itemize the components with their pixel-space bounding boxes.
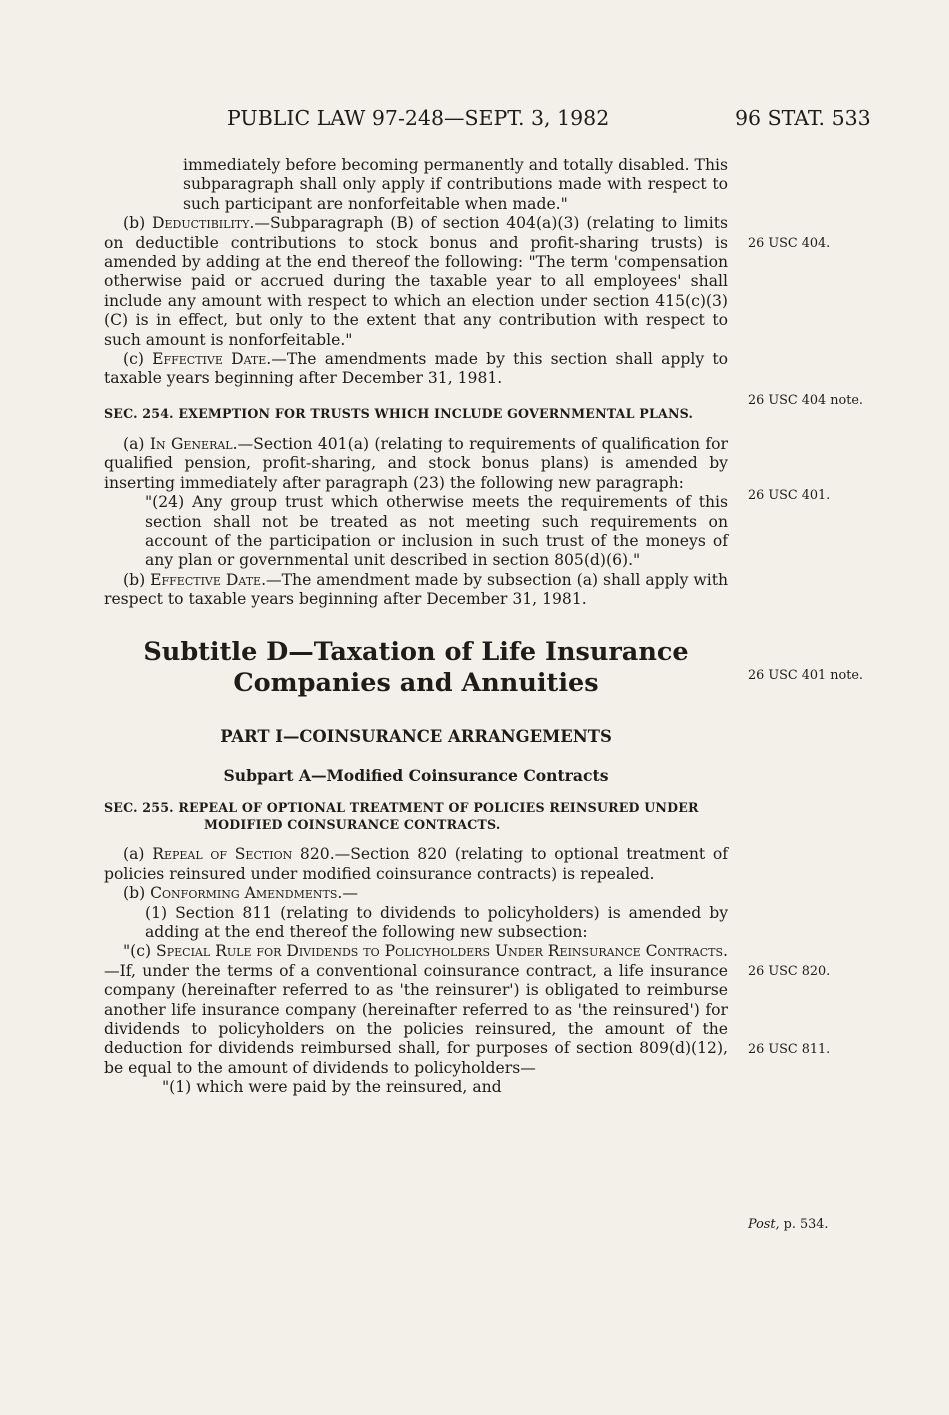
- paragraph-heading: Deductibility.: [151, 214, 255, 233]
- paragraph-b-deductibility: (b) Deductibility.—Subparagraph (B) of section 404(a)(3) (relating to limits on deductible contributions to stock bonus and profit-sharing trusts) is amended by adding at the end thereof the following: "The term 'compensation otherwise paid or accrued during the taxable year to all employees' shall include any amount with respect to which an election under section 415(c)(3)(C) is in effect, but only to the extent that any contribution with respect to such amount is nonforfeitable.": [104, 214, 728, 349]
- paragraph-a-repeal: (a) Repeal of Section 820.—Section 820 (relating to optional treatment of policies reinsured under modified coinsurance contracts) is repealed.: [104, 845, 729, 883]
- section-254-heading: SEC. 254. EXEMPTION FOR TRUSTS WHICH INCLUDE GOVERNMENTAL PLANS.: [104, 405, 694, 421]
- margin-note-usc-811: 26 USC 811.: [748, 1042, 831, 1057]
- paragraph-b-effective-date: (b) Effective Date.—The amendment made by subsection (a) shall apply with respect to taxable years beginning after December 31, 1981.: [104, 570, 729, 609]
- paragraph-1-reinsured: "(1) which were paid by the reinsured, and: [162, 1078, 502, 1097]
- margin-note-usc-820: 26 USC 820.: [748, 964, 831, 979]
- margin-note-usc-404-note: 26 USC 404 note.: [748, 393, 863, 408]
- paragraph-heading: Special Rule for Dividends to Policyholders Under Reinsurance Contracts.: [156, 942, 728, 961]
- part-heading: PART I—COINSURANCE ARRANGEMENTS: [220, 726, 612, 746]
- paragraph-heading: Effective Date.: [150, 570, 267, 589]
- subpart-heading: Subpart A—Modified Coinsurance Contracts: [223, 765, 609, 785]
- subtitle-heading: Subtitle D—Taxation of Life Insurance Companies and Annuities: [143, 636, 689, 698]
- running-header-page: 96 STAT. 533: [735, 106, 871, 130]
- running-header-title: PUBLIC LAW 97-248—SEPT. 3, 1982: [227, 106, 610, 130]
- paragraph-continued: immediately before becoming permanently and totally disabled. This subparagraph shall only apply if contributions made with respect to such participant are nonforfeitable when made.": [183, 156, 728, 213]
- margin-note-usc-404: 26 USC 404.: [748, 236, 831, 251]
- paragraph-heading: Conforming Amendments.: [150, 884, 343, 903]
- margin-note-usc-401-note: 26 USC 401 note.: [748, 668, 863, 683]
- paragraph-heading: In General.: [149, 434, 238, 453]
- paragraph-heading: Repeal of Section 820.: [152, 845, 335, 864]
- paragraph-heading: Effective Date.: [152, 350, 272, 369]
- paragraph-c-effective-date: (c) Effective Date.—The amendments made by this section shall apply to taxable years beginning after December 31, 1981.: [104, 350, 729, 388]
- section-255-heading: SEC. 255. REPEAL OF OPTIONAL TREATMENT OF POLICIES REINSURED UNDER MODIFIED COINSURANCE CONTRACTS.: [104, 800, 699, 833]
- paragraph-b-conforming: (b) Conforming Amendments.—: [123, 884, 358, 903]
- margin-note-post-534: Post, p. 534.: [748, 1217, 829, 1232]
- margin-note-usc-401: 26 USC 401.: [748, 488, 831, 503]
- paragraph-c-special-rule: "(c) Special Rule for Dividends to Policyholders Under Reinsurance Contracts.—If, under the terms of a conventional coinsurance contract, a life insurance company (hereinafter referred to as 'the reinsurer') is obligated to reimburse another life insurance company (hereinafter referred to as 'the reinsured') for dividends to policyholders on the policies reinsured, the amount of the deduction for dividends reimbursed shall, for purposes of section 809(d)(12), be equal to the amount of dividends to policyholders—: [104, 942, 728, 1077]
- paragraph-a-in-general: (a) In General.—Section 401(a) (relating to requirements of qualification for qualified pension, profit-sharing, and stock bonus plans) is amended by inserting immediately after paragraph (23) the following new paragraph:: [104, 434, 728, 492]
- document-body: [104, 156, 728, 1098]
- paragraph-24-quote: "(24) Any group trust which otherwise meets the requirements of this section shall not be treated as not meeting such requirements on account of the participation or inclusion in such trust of the moneys of any plan or governmental unit described in section 805(d)(6).": [145, 493, 728, 570]
- paragraph-1-section-811: (1) Section 811 (relating to dividends to policyholders) is amended by adding at the end thereof the following new subsection:: [145, 903, 728, 941]
